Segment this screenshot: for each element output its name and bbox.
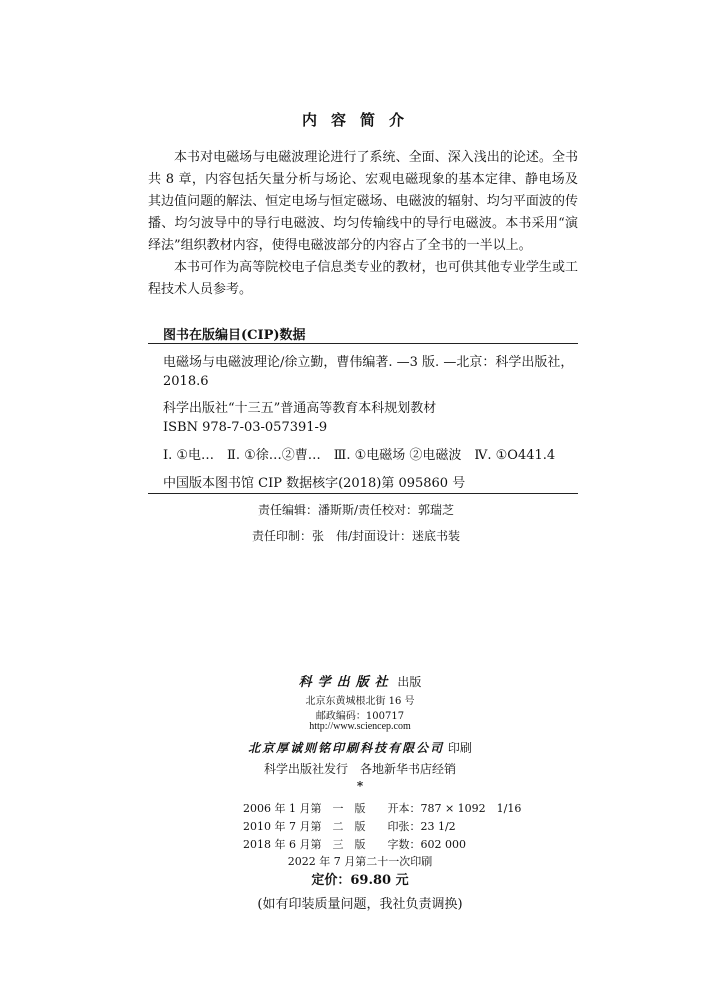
printer-logo: 北京厚诚则铭印刷科技有限公司 [248, 741, 445, 755]
cip-isbn: ISBN 978-7-03-057391-9 [163, 420, 328, 435]
summary-text [148, 147, 578, 301]
publisher-url: http://www.sciencep.com [309, 721, 411, 732]
reprint-line: 2022 年 7 月第二十一次印刷 [287, 855, 433, 868]
cip-classification: Ⅰ. ①电… Ⅱ. ①徐…②曹… Ⅲ. ①电磁场 ②电磁波 Ⅳ. ①O441.4 [163, 448, 556, 463]
editor-credits: 责任编辑：潘斯斯/责任校对：郭瑞芝 [258, 503, 455, 517]
distribution-line: 科学出版社发行 各地新华书店经销 [263, 762, 456, 776]
production-credits: 责任印制：张 伟/封面设计：迷底书装 [252, 529, 461, 543]
cip-top-rule [148, 343, 578, 344]
edition-line: 2010 年 7 月第 二 版 印张：23 1/2 [243, 820, 456, 833]
publisher-logo: 科学出版社 [298, 675, 394, 690]
quality-notice: (如有印装质量问题，我社负责调换) [257, 897, 463, 912]
publisher-line [0, 671, 720, 690]
printer-line [0, 739, 720, 756]
summary-paragraph: 本书对电磁场与电磁波理论进行了系统、全面、深入浅出的论述。全书共 8 章，内容包括矢量分析与场论、宏观电磁现象的基本定律、静电场及其边值问题的解法、恒定电场与恒定磁场、电磁波的辐射、均匀平面波的传播、均匀波导中的导行电磁波、均匀传输线中的导行电磁波。本书采用“演绎法”组织教材内容，使得电磁波部分的内容占了全书的一半以上。 [148, 150, 578, 253]
cip-heading: 图书在版编目(CIP)数据 [163, 328, 306, 343]
cip-series: 科学出版社“十三五”普通高等教育本科规划教材 [163, 401, 437, 416]
edition-line: 2018 年 6 月第 三 版 字数：602 000 [243, 838, 466, 851]
publisher-postcode: 邮政编码：100717 [315, 711, 405, 722]
publisher-address: 北京东黄城根北街 16 号 [305, 696, 415, 707]
publisher-suffix: 出版 [397, 675, 422, 689]
printer-suffix: 印刷 [447, 741, 472, 755]
summary-paragraph: 本书可作为高等院校电子信息类专业的教材，也可供其他专业学生或工程技术人员参考。 [148, 260, 578, 297]
edition-line: 2006 年 1 月第 一 版 开本：787 × 1092 1/16 [243, 802, 522, 815]
cip-line: 电磁场与电磁波理论/徐立勤，曹伟编著. —3 版. —北京：科学出版社， [163, 355, 574, 370]
page-title: 内容简介 [301, 111, 418, 129]
price: 定价：69.80 元 [311, 873, 409, 888]
separator-star: * [356, 779, 364, 793]
cip-approval: 中国版本图书馆 CIP 数据核字(2018)第 095860 号 [163, 476, 466, 491]
cip-bottom-rule [148, 493, 578, 494]
cip-line: 2018.6 [163, 374, 209, 389]
